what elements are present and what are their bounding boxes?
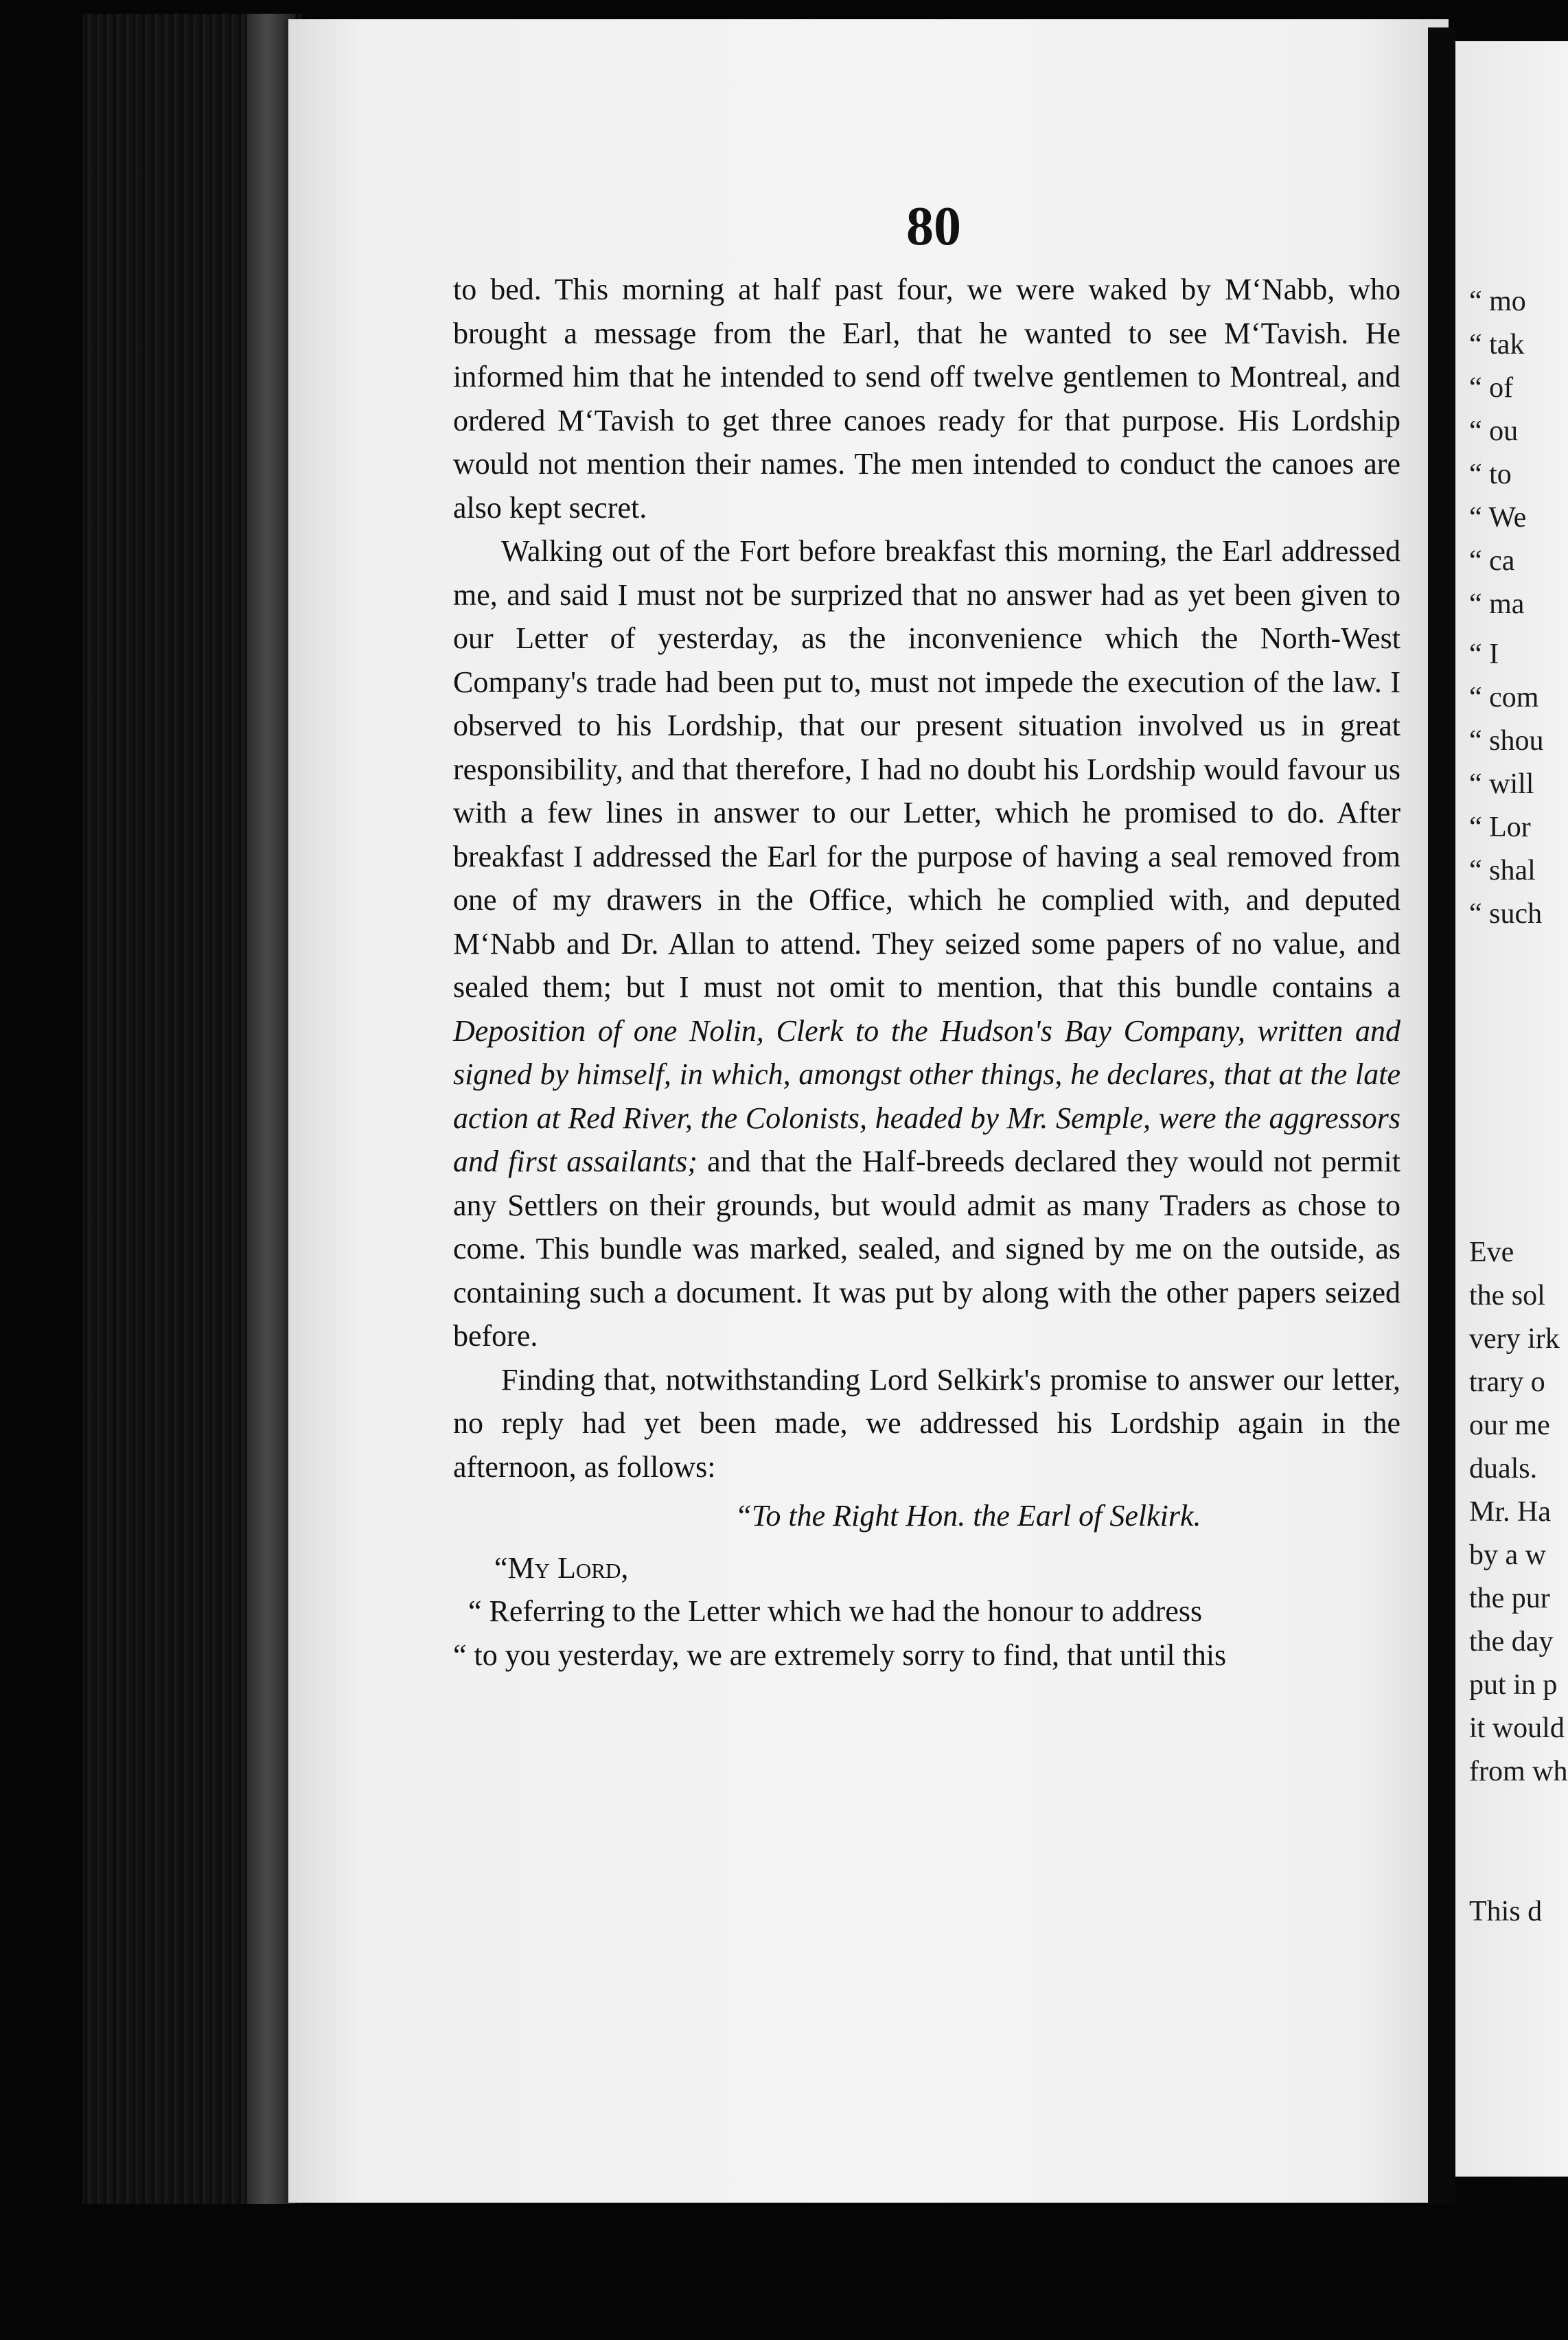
facing-line: “ ma	[1469, 588, 1525, 620]
paragraph	[453, 529, 1400, 1358]
facing-line: it would	[1469, 1712, 1565, 1744]
facing-page	[1455, 41, 1568, 2177]
facing-line: “ We	[1469, 502, 1527, 534]
facing-line: the sol	[1469, 1280, 1545, 1311]
body-text	[453, 268, 1400, 1677]
letter-line: “ to you yesterday, we are extremely sorry to find, that until this	[453, 1638, 1227, 1672]
facing-line: from wh	[1469, 1756, 1568, 1787]
facing-line: the day	[1469, 1626, 1554, 1658]
facing-line: “ will	[1469, 768, 1534, 800]
facing-line: “ to	[1469, 459, 1512, 490]
facing-line: “ shal	[1469, 855, 1536, 886]
facing-line: “ such	[1469, 898, 1543, 930]
facing-line: “ ou	[1469, 415, 1519, 447]
paragraph-text: and that the Half-breeds declared they would not permit any Settlers on their grounds, but would admit as many Traders as chose to come. This bundle was marked, sealed, and signed by me on the outside, as containing such a document. It was put by along with the other papers seized before.	[453, 1145, 1401, 1353]
letter-addressee: “To the Right Hon. the Earl of Selkirk.	[735, 1499, 1201, 1533]
paragraph: Finding that, notwithstanding Lord Selkirk's promise to answer our letter, no reply had yet been made, we addressed his Lordship again in the afternoon, as follows:	[453, 1362, 1400, 1484]
facing-line: “ tak	[1469, 329, 1525, 360]
facing-line: duals.	[1469, 1453, 1538, 1484]
facing-line: the pur	[1469, 1583, 1550, 1614]
facing-line: Mr. Ha	[1469, 1496, 1551, 1528]
facing-line: our me	[1469, 1410, 1550, 1441]
facing-line: “ Lor	[1469, 812, 1531, 843]
facing-line: by a w	[1469, 1539, 1546, 1571]
book-gutter	[1428, 27, 1455, 2204]
facing-line: “ I	[1469, 639, 1499, 670]
facing-line: trary o	[1469, 1366, 1545, 1398]
facing-line: “ shou	[1469, 725, 1544, 757]
facing-line: put in p	[1469, 1669, 1558, 1701]
letter-line: “ Referring to the Letter which we had the honour to address	[468, 1594, 1203, 1628]
deposition-quote: Deposition of one Nolin, Clerk to the Hudson's Bay Company, written and signed by himself, in which, amongst other things, he declares, that at the late action at Red River, the Colonists, headed by Mr. Semple, were the aggressors and first assailants;	[453, 1013, 1400, 1178]
page-number: 80	[906, 196, 961, 257]
letter-salutation: “My Lord,	[494, 1550, 629, 1585]
facing-line: very irk	[1469, 1323, 1560, 1355]
facing-line: “ mo	[1469, 286, 1526, 317]
facing-line: “ ca	[1469, 545, 1515, 577]
facing-line: “ of	[1469, 372, 1514, 404]
facing-line: Eve	[1469, 1237, 1514, 1268]
paragraph-text: Walking out of the Fort before breakfast this morning, the Earl addressed me, and said I must not be surprized that no answer had as yet been given to our Letter of yesterday, as the inconvenience which the North-West Company's trade had been put to, must not impede the execution of the law. I observed to his Lordship, that our present situation involved us in great responsibility, and that therefore, I had no doubt his Lordship would favour us with a few lines in answer to our Letter, which he promised to do. After breakfast I addressed the Earl for the purpose of having a seal removed from one of my drawers in the Office, which he complied with, and deputed M‘Nabb and Dr. Allan to attend. They seized some papers of no value, and sealed them; but I must not omit to mention, that this bundle contains a	[453, 534, 1400, 1004]
paragraph: to bed. This morning at half past four, we were waked by M‘Nabb, who brought a message from the Earl, that he wanted to see M‘Tavish. He informed him that he intended to send off twelve gentlemen to Montreal, and ordered M‘Tavish to get three canoes ready for that purpose. His Lordship would not mention their names. The men intended to conduct the canoes are also kept secret.	[453, 273, 1400, 525]
facing-line: “ com	[1469, 682, 1539, 713]
facing-line: This d	[1469, 1896, 1543, 1927]
